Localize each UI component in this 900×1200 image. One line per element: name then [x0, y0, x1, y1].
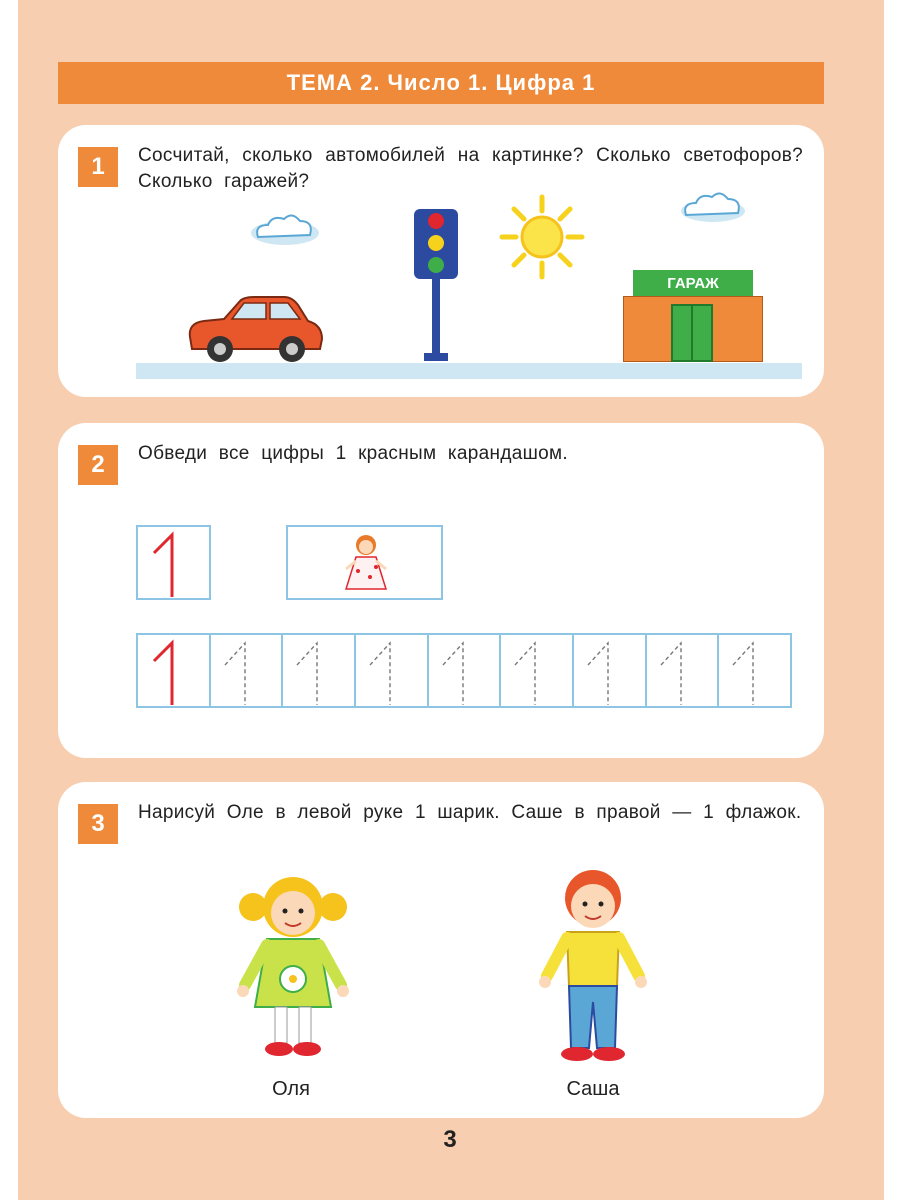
trace-cell[interactable]	[281, 633, 356, 708]
sun-icon	[498, 193, 586, 281]
girl-figure-icon[interactable]	[233, 867, 353, 1067]
doll-icon	[342, 531, 390, 595]
trace-row	[136, 633, 808, 708]
trace-cell[interactable]	[572, 633, 647, 708]
task-text: Обведи все цифры 1 красным карандашом.	[138, 443, 568, 464]
ground-strip	[136, 363, 802, 379]
garage-icon	[623, 270, 763, 362]
digit-one-red	[138, 527, 209, 598]
task-number-badge: 1	[78, 147, 118, 187]
task-card-3	[58, 782, 824, 1118]
task-text: Сосчитай, сколько автомобилей на картинке? Сколько светофоров? Сколько гаражей?	[138, 145, 803, 192]
sample-digit-box	[136, 525, 211, 600]
task-text: Нарисуй Оле в левой руке 1 шарик. Саше в правой — 1 флажок.	[138, 802, 802, 823]
page-title: ТЕМА 2. Число 1. Цифра 1	[58, 62, 824, 104]
traffic-light-icon	[408, 205, 464, 365]
trace-cell[interactable]	[354, 633, 429, 708]
trace-cell[interactable]	[645, 633, 720, 708]
task-number-badge: 2	[78, 445, 118, 485]
girl-name-label: Оля	[272, 1078, 310, 1100]
boy-figure-icon[interactable]	[533, 862, 653, 1068]
trace-cell[interactable]	[717, 633, 792, 708]
task-card-1	[58, 125, 824, 397]
picture-box	[286, 525, 443, 600]
trace-cell-sample	[136, 633, 211, 708]
trace-cell[interactable]	[209, 633, 284, 708]
trace-cell[interactable]	[427, 633, 502, 708]
trace-cell[interactable]	[499, 633, 574, 708]
cloud-icon	[678, 189, 748, 225]
car-icon	[184, 293, 326, 365]
cloud-icon	[248, 209, 322, 247]
garage-sign: ГАРАЖ	[633, 270, 753, 296]
task-number-badge: 3	[78, 804, 118, 844]
task-card-2	[58, 423, 824, 758]
boy-name-label: Саша	[566, 1078, 620, 1100]
page-number: 3	[443, 1126, 457, 1153]
